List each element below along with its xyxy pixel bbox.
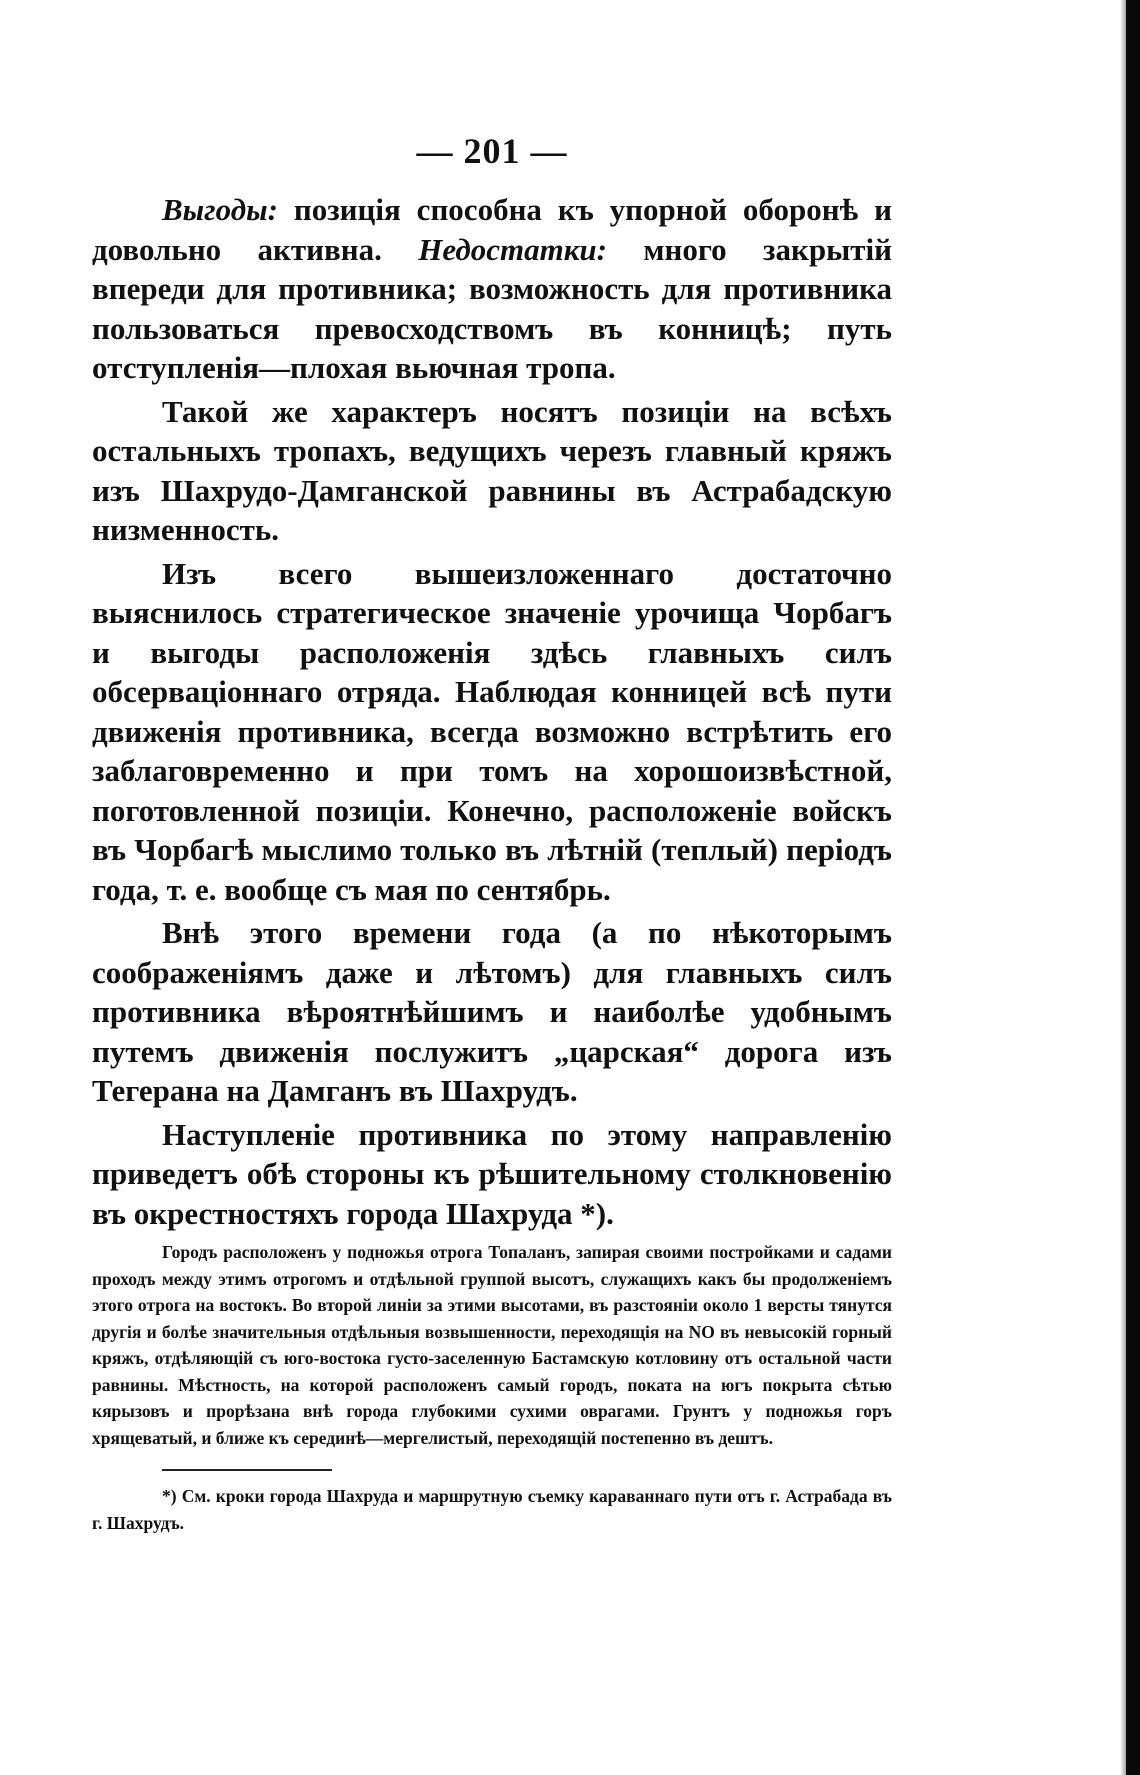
lead-disadvantages: Недостатки: bbox=[418, 231, 607, 267]
page-number: — 201 — bbox=[416, 131, 568, 171]
binding-edge bbox=[1126, 0, 1140, 1775]
paragraph-advantages bbox=[92, 190, 892, 388]
disadvantages-text: много закрытій впереди для противника; возможность для противника пользоваться превосходствомъ въ конницѣ; путь отступленія—плохая вьючная тропа. bbox=[92, 231, 893, 385]
paragraph-positions: Такой же характеръ носятъ позиціи на всѣхъ остальныхъ тропахъ, ведущихъ черезъ главный кряжъ изъ Шахрудо-Дамганской равнины въ Астрабадскую низменность. bbox=[92, 393, 892, 547]
paragraph-season: Внѣ этого времени года (а по нѣкоторымъ соображеніямъ даже и лѣтомъ) для главныхъ силъ противника вѣроятнѣйшимъ и наиболѣе удобнымъ путемъ движенія послужитъ „царская“ дорога изъ Тегерана на Дамганъ въ Шахрудъ. bbox=[92, 915, 892, 1108]
paragraph-advance: Наступленіе противника по этому направленію приведетъ обѣ стороны къ рѣшительному столкновенію въ окрестностяхъ города Шахруда *). bbox=[92, 1116, 892, 1231]
advantages-text: позиція способна къ упорной оборонѣ и довольно активна. bbox=[92, 192, 892, 267]
lead-advantages: Выгоды: bbox=[162, 192, 278, 227]
footnote: *) См. кроки города Шахруда и маршрутную съемку караваннаго пути отъ г. Астрабада въ г. Шахрудъ. bbox=[92, 1486, 892, 1533]
city-description-note: Городъ расположенъ у подножья отрога Топаланъ, запирая своими постройками и садами проходъ между этимъ отрогомъ и отдѣльной группой высотъ, служащихъ какъ бы продолженіемъ этого отрога на востокъ. Во второй линіи за этими высотами, въ разстояніи около 1 версты тянутся другія и болѣе значительныя отдѣльныя возвышенности, переходящія на NO въ невысокій горный кряжъ, отдѣляющій съ юго-востока густо-заселенную Бастамскую котловину отъ остальной части равнины. Мѣстность, на которой расположенъ самый городъ, поката на югъ покрыта сѣтью кярызовъ и прорѣзана внѣ города глубокими сухими оврагами. Грунтъ у подножья горъ хрящеватый, и ближе къ серединѣ—мергелистый, переходящій постепенно въ дештъ. bbox=[92, 1242, 892, 1448]
paragraph-strategic-value: Изъ всего вышеизложеннаго достаточно выяснилось стратегическое значеніе урочища Чорбагъ и выгоды расположенія здѣсь главныхъ силъ обсерваціоннаго отряда. Наблюдая конницей всѣ пути движенія противника, всегда возможно встрѣтить его заблаговременно и при томъ на хорошоизвѣстной, поготовленной позиціи. Конечно, расположеніе войскъ въ Чорбагѣ мыслимо только въ лѣтній (теплый) періодъ года, т. е. вообще съ мая по сентябрь. bbox=[92, 555, 892, 907]
footnote-divider bbox=[162, 1469, 332, 1471]
book-page bbox=[92, 130, 892, 1537]
